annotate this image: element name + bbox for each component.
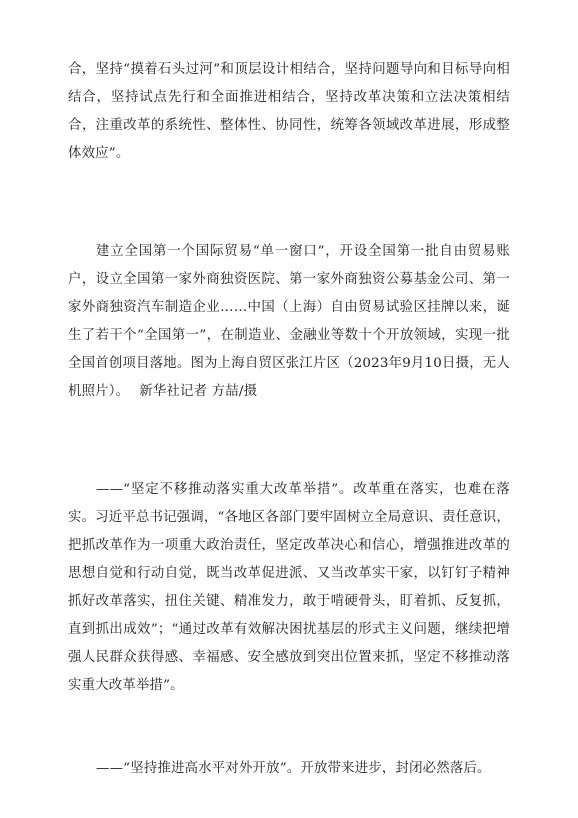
photo-credit: 新华社记者 方喆/摄	[139, 384, 258, 399]
body-paragraph-opening-up: ——“坚持推进高水平对外开放”。开放带来进步，封闭必然落后。	[96, 761, 491, 776]
body-paragraph-continued: 合，坚持“摸着石头过河”和顶层设计相结合，坚持问题导向和目标导向相结合，坚持试点先行和全面推进相结合，坚持改革决策和立法决策相结合，注重改革的系统性、整体性、协同性，统筹各领域改革进展，形成整体效应”。	[68, 62, 510, 161]
body-paragraph-reform-implementation: ——“坚定不移推动落实重大改革举措”。改革重在落实，也难在落实。习近平总书记强调，“各地区各部门要牢固树立全局意识、责任意识，把抓改革作为一项重大政治责任，坚定改革决心和信心，增强推进改革的思想自觉和行动自觉，既当改革促进派、又当改革实干家，以钉钉子精神抓好改革落实，扭住关键、精准发力，敢于啃硬骨头，盯着抓、反复抓，直到抓出成效”；“通过改革有效解决困扰基层的形式主义问题，继续把增强人民群众获得感、幸福感、安全感放到突出位置来抓，坚定不移推动落实重大改革举措”。	[68, 482, 510, 693]
photo-caption	[68, 238, 510, 406]
photo-caption-text: 建立全国第一个国际贸易“单一窗口”，开设全国第一批自由贸易账户，设立全国第一家外商独资医院、第一家外商独资公募基金公司、第一家外商独资汽车制造企业……中国（上海）自由贸易试验区挂牌以来，诞生了若干个“全国第一”，在制造业、金融业等数十个开放领域，实现一批全国首创项目落地。图为上海自贸区张江片区（2023年9月10日摄，无人机照片）。	[68, 244, 510, 399]
